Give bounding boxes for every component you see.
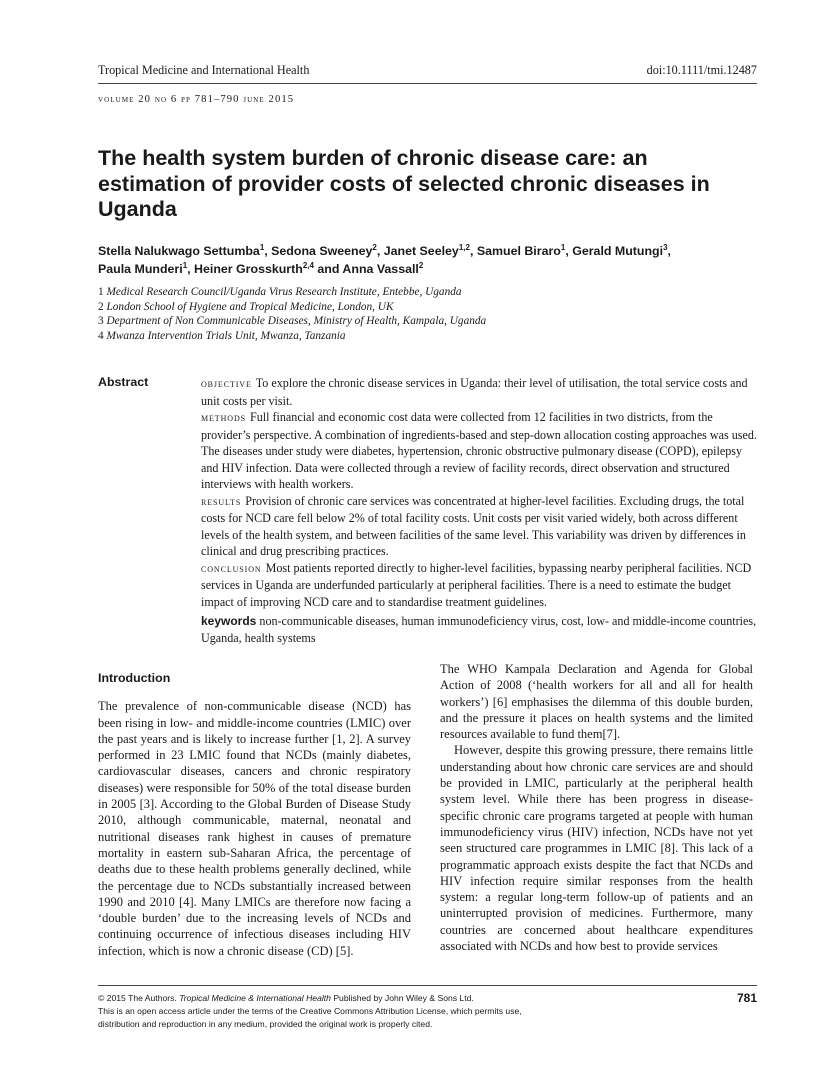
- abstract-body: [201, 375, 757, 610]
- affiliation: 3 Department of Non Communicable Diseases, Ministry of Health, Kampala, Uganda: [98, 315, 487, 328]
- journal-name: Tropical Medicine and International Health: [98, 63, 310, 77]
- introduction-heading: Introduction: [98, 671, 171, 685]
- abstract-label: Abstract: [98, 375, 149, 389]
- author: Paula Munderi$^1$,: [98, 260, 195, 276]
- footer-rule: [98, 985, 757, 986]
- author: Heiner Grosskurth$^{2,4}$ and: [194, 260, 343, 276]
- affiliations: [98, 285, 738, 343]
- keywords: [201, 613, 757, 646]
- author: Stella Nalukwago Settumba$^1$,: [98, 242, 272, 258]
- page-number: 781: [736, 991, 757, 1005]
- footer: [98, 992, 698, 1031]
- author: Sedona Sweeney$^2$,: [271, 242, 384, 258]
- copyright-line: © 2015 The Authors. Tropical Medicine & International Health Published by John Wiley & Sons Ltd.: [98, 993, 474, 1003]
- abstract-objective: objective To explore the chronic disease services in Uganda: their level of utilisation, the total service costs and unit costs per visit.: [201, 376, 748, 408]
- author: Anna Vassall$^2$: [342, 260, 424, 276]
- affiliation: 1 Medical Research Council/Uganda Virus Research Institute, Entebbe, Uganda: [98, 286, 462, 298]
- volume-line: volume 20 no 6 pp 781–790 june 2015: [98, 94, 295, 105]
- keywords-text: non-communicable diseases, human immunodeficiency virus, cost, low- and middle-income countries, Uganda, health systems: [201, 614, 757, 645]
- affiliation: 2 London School of Hygiene and Tropical Medicine, London, UK: [98, 300, 394, 313]
- body-paragraph: The prevalence of non-communicable disease (NCD) has been rising in low- and middle-income countries (LMIC) over the past years and is likely to increase further [1, 2]. A survey performed in 23 LMIC found that NCDs (mainly diabetes, cardiovascular diseases, cancers and chronic respiratory diseases) were responsible for 50% of the total disease burden in 2005 [3]. According to the Global Burden of Disease Study 2010, although communicable, maternal, neonatal and nutritional diseases rank highest in causes of premature mortality in eastern sub-Saharan Africa, the percentage of deaths due to these health problems generally declined, while the percentage due to NCDs substantially increased between 1990 and 2010 [4]. Many LMICs are therefore now facing a ‘double burden’ due to the increasing levels of NCDs and continuing occurrence of infectious diseases including HIV infection, which is now a chronic disease (CD) [5].: [98, 699, 411, 958]
- affiliation: 4 Mwanza Intervention Trials Unit, Mwanza, Tanzania: [98, 329, 346, 342]
- license-line: This is an open access article under the terms of the Creative Commons Attribution License, which permits use,: [98, 1006, 522, 1016]
- header-rule: [98, 83, 757, 84]
- abstract-results: results Provision of chronic care services was concentrated at higher-level facilities. Excluding drugs, the total costs for NCD care fell below 2% of total facility costs. Unit costs per visit varied widely, both across different levels of the health system, and between facilities of the same level. This variability was driven by differences in clinical and drug prescribing practices.: [201, 493, 746, 558]
- author: Gerald Mutungi$^3$,: [572, 242, 671, 258]
- author: Janet Seeley$^{1,2}$,: [383, 242, 477, 258]
- author-list: [98, 243, 738, 278]
- doi: doi:10.1111/tmi.12487: [646, 63, 757, 77]
- abstract-conclusion: conclusion Most patients reported directly to higher-level facilities, bypassing nearby peripheral facilities. NCD services in Uganda are underfunded particularly at peripheral facilities. There is a need to estimate the budget impact of improving NCD care and to standardise treatment guidelines.: [201, 560, 752, 609]
- running-head: [98, 63, 757, 78]
- keywords-label: keywords: [201, 614, 257, 628]
- right-column: [440, 661, 753, 954]
- abstract-methods: methods Full financial and economic cost data were collected from 12 facilities in two districts, from the provider’s perspective. A combination of ingredients-based and step-down allocation costing approaches was used. The diseases under study were diabetes, hypertension, chronic obstructive pulmonary disease (COPD), epilepsy and HIV infection. Data were collected through a review of facility records, direct observation and structured interviews with health workers.: [201, 410, 757, 491]
- author: Samuel Biraro$^1$,: [476, 242, 573, 258]
- body-paragraph: However, despite this growing pressure, there remains little understanding about how chronic care services are and should be provided in LMIC, particularly at the peripheral health system level. While there has been progress in disease-specific chronic care programs targeted at people with human immunodeficiency virus (HIV) infection, NCDs have not yet seen structured care programmes in LMIC [8]. This lack of a programmatic approach exists despite the fact that NCDs and HIV infection require similar responses from the health system: a regular long-term follow-up of patients and an uninterrupted provision of medicines. Furthermore, many countries are concerned about healthcare expenditures associated with NCDs and how best to provide services: [440, 743, 753, 954]
- license-line: distribution and reproduction in any medium, provided the original work is properly cited.: [98, 1019, 433, 1029]
- article-title: The health system burden of chronic disease care: an estimation of provider costs of selected chronic diseases in Uganda: [98, 146, 710, 221]
- left-column: [98, 661, 411, 959]
- body-paragraph: The WHO Kampala Declaration and Agenda for Global Action of 2008 (‘health workers for all and all for health workers’) [6] emphasises the dilemma of this double burden, and the pressure it places on health systems and the limited resources available to fund them[7].: [440, 662, 753, 742]
